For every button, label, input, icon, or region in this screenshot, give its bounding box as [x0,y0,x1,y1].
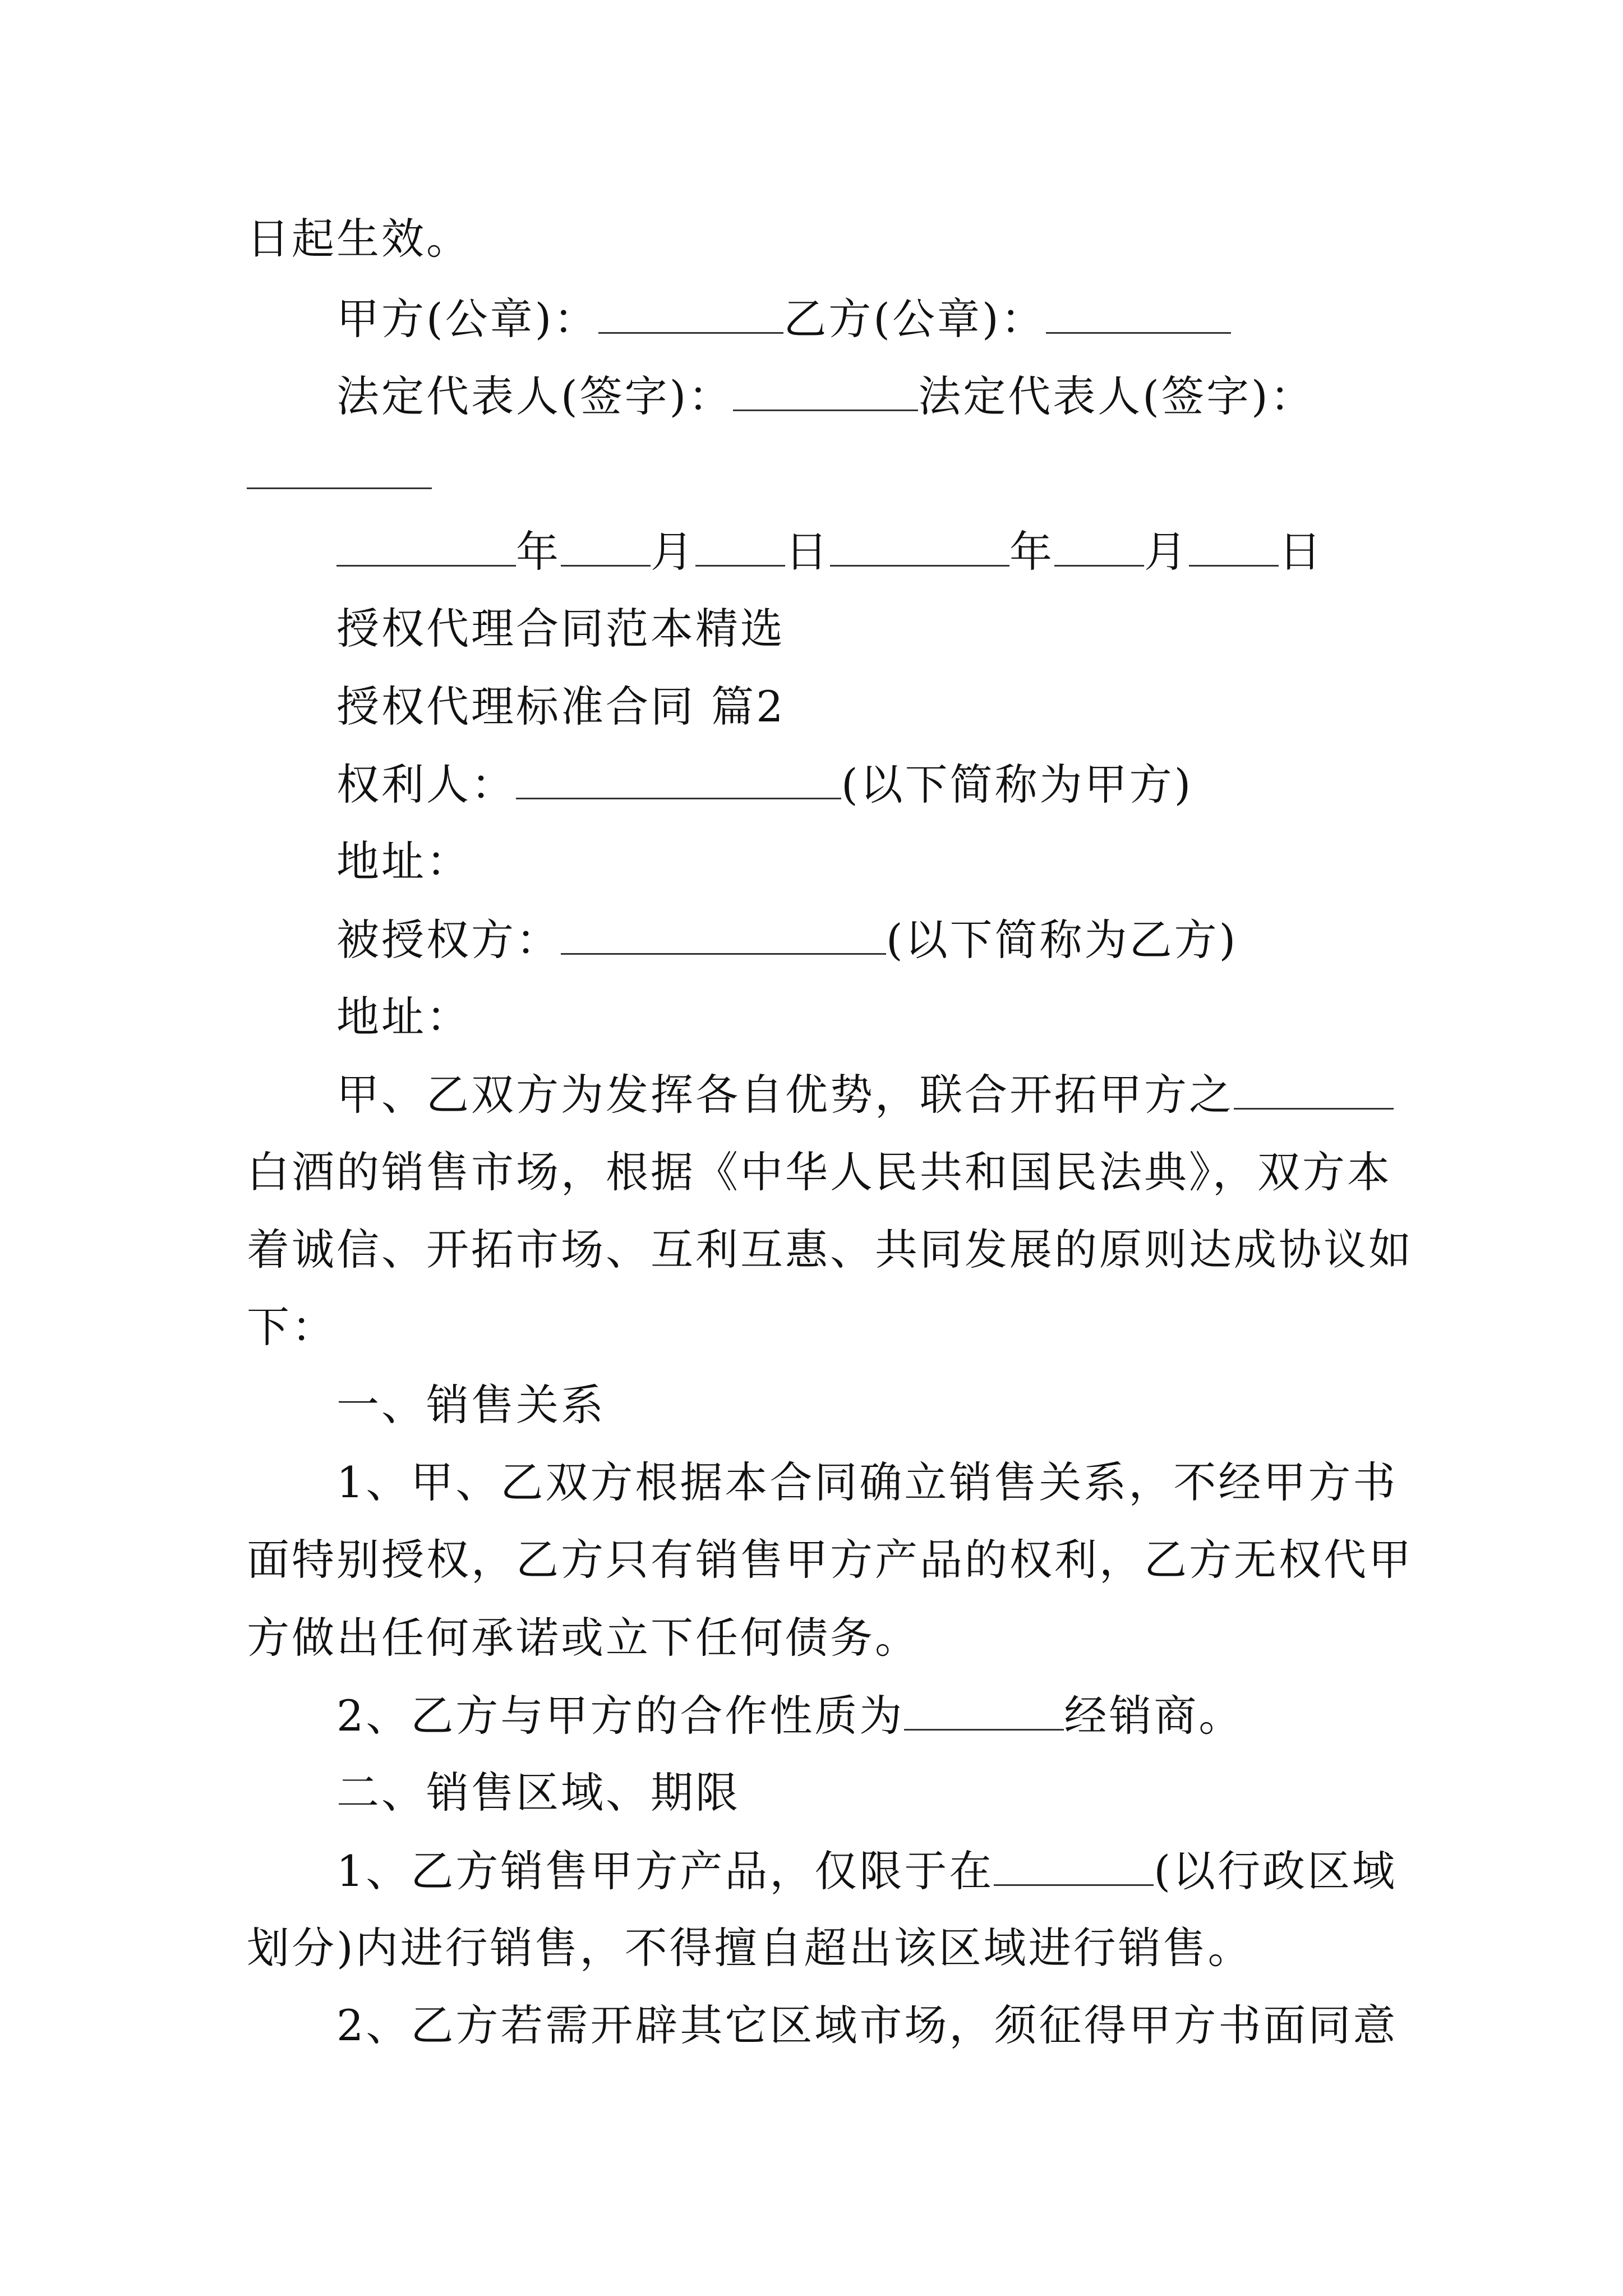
heading-text: 二、销售区域、期限 [336,1768,740,1818]
section-heading [336,682,786,731]
text-line [247,1613,920,1663]
text: 方做出任何承诺或立下任何债务。 [247,1613,920,1663]
address-label: 地址： [336,836,471,886]
day-label: 日 [1279,527,1324,577]
signature-line [336,371,1315,421]
party-a-seal-blank [598,297,783,334]
party-a-seal-label: 甲方(公章)： [336,294,599,344]
month-blank [561,530,651,567]
text-line [336,1457,1398,1507]
licensor-line [336,760,1193,809]
text-line [336,1691,1244,1741]
licensor-blank [516,763,841,799]
party-b-seal-label: 乙方(公章)： [783,294,1046,344]
year-blank [830,530,1009,567]
year-label: 年 [1009,527,1054,577]
licensee-line [336,915,1238,965]
text: 划分)内进行销售，不得擅自超出该区域进行销售。 [247,1923,1253,1973]
text-line [247,1302,336,1352]
seal-line [336,294,1231,344]
date-line [336,527,1324,577]
text-line [336,1846,1398,1896]
heading-text: 一、销售关系 [336,1380,606,1430]
text: 面特别授权，乙方只有销售甲方产品的权利，乙方无权代甲 [247,1535,1413,1585]
licensee-blank [561,918,886,955]
text: (以行政区域 [1154,1846,1398,1896]
party-b-rep-label: 法定代表人(签字)： [918,371,1315,421]
day-blank [695,530,785,567]
licensee-note: (以下简称为乙方) [886,915,1238,965]
text: 甲、乙双方为发挥各自优势，联合开拓甲方之 [336,1070,1234,1120]
day-label: 日 [785,527,830,577]
clause-heading [336,1768,740,1818]
text: 1、乙方销售甲方产品，仅限于在 [336,1846,994,1896]
signature-line-continued [247,453,432,496]
day-blank [1189,530,1279,567]
cooperation-blank [904,1694,1064,1731]
address-label: 地址： [336,992,471,1042]
heading-text: 授权代理标准合同 篇2 [336,682,786,731]
product-blank [1234,1073,1394,1110]
heading-text: 授权代理合同范本精选 [336,604,785,654]
text-line [247,1225,1413,1274]
text: 经销商。 [1064,1691,1244,1741]
party-a-rep-blank [733,375,918,411]
licensee-label: 被授权方： [336,915,561,965]
year-label: 年 [516,527,561,577]
text: 2、乙方与甲方的合作性质为 [336,1691,905,1741]
region-blank [994,1849,1154,1886]
party-a-rep-label: 法定代表人(签字)： [336,371,734,421]
text-line [247,1535,1413,1585]
address-line [336,836,471,886]
text-line [247,1147,1392,1197]
text: 日起生效。 [247,214,471,264]
text: 下： [247,1302,336,1352]
section-heading [336,604,785,654]
text: 2、乙方若需开辟其它区域市场，须征得甲方书面同意 [336,2000,1398,2050]
party-b-rep-blank [247,453,432,489]
year-blank [336,530,516,567]
text-line [336,2000,1398,2050]
party-b-seal-blank [1046,297,1231,334]
month-label: 月 [651,527,695,577]
month-blank [1054,530,1144,567]
licensor-note: (以下简称为甲方) [841,760,1193,809]
text: 着诚信、开拓市场、互利互惠、共同发展的原则达成协议如 [247,1225,1413,1274]
text-line [336,1070,1394,1120]
address-line [336,992,471,1042]
licensor-label: 权利人： [336,760,516,809]
text-line [247,214,471,264]
month-label: 月 [1144,527,1189,577]
text: 白酒的销售市场，根据《中华人民共和国民法典》，双方本 [247,1147,1392,1197]
text: 1、甲、乙双方根据本合同确立销售关系，不经甲方书 [336,1457,1398,1507]
clause-heading [336,1380,606,1430]
text-line [247,1923,1253,1973]
